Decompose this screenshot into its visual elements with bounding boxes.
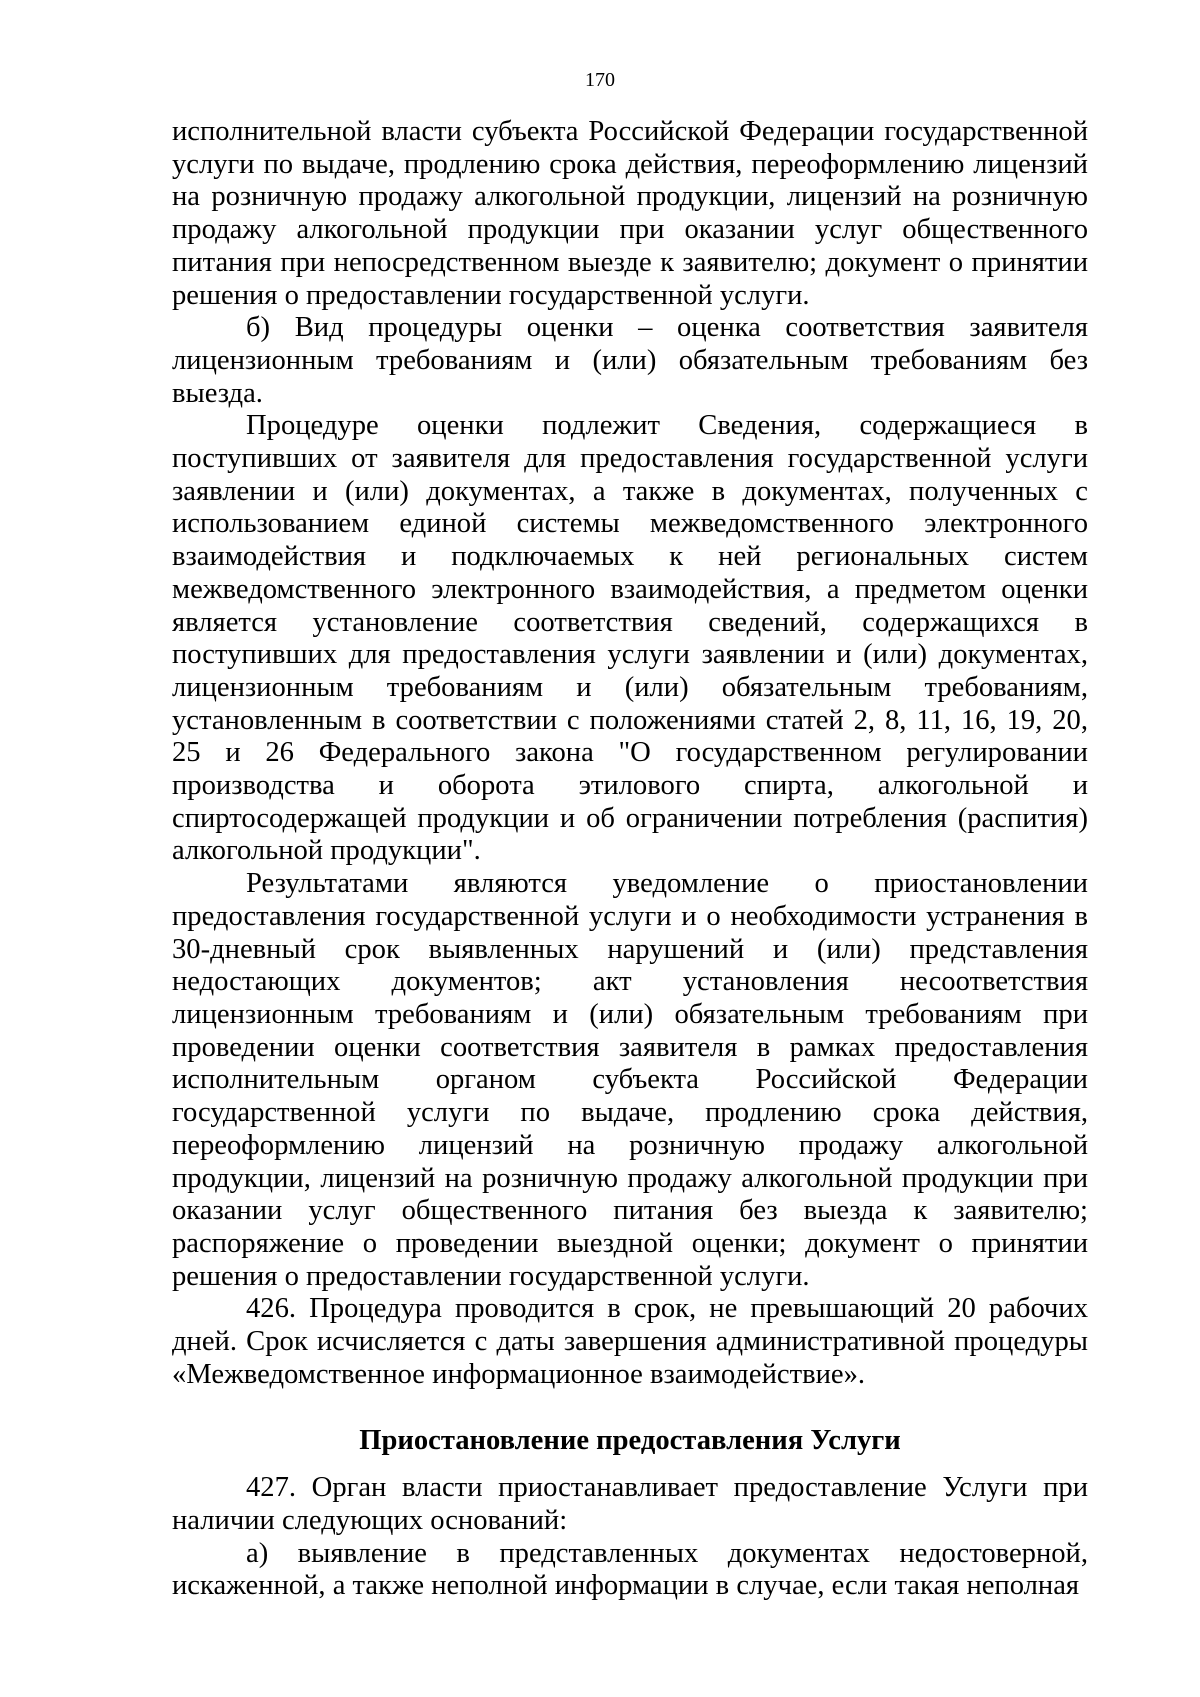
paragraph-continuation: исполнительной власти субъекта Российской Федерации государственной услуги по выдаче, продлению срока действия, переоформлению лицензий на розничную продажу алкогольной продукции, лицензий на розничную продажу алкогольной продукции при оказании услуг общественного питания при непосредственном выезде к заявителю; документ о принятии решения о предоставлении государственной услуги. [172, 116, 1088, 311]
document-body [172, 116, 1088, 1603]
paragraph-results: Результатами являются уведомление о приостановлении предоставления государственной услуги и о необходимости устранения в 30-дневный срок выявленных нарушений и (или) представления недостающих документов; акт установления несоответствия лицензионным требованиям и (или) обязательным требованиям при проведении оценки соответствия заявителя в рамках предоставления исполнительным органом субъекта Российской Федерации государственной услуги по выдаче, продлению срока действия, переоформлению лицензий на розничную продажу алкогольной продукции, лицензий на розничную продажу алкогольной продукции при оказании услуг общественного питания без выезда к заявителю; распоряжение о проведении выездной оценки; документ о принятии решения о предоставлении государственной услуги. [172, 868, 1088, 1292]
paragraph-procedure-type: б) Вид процедуры оценки – оценка соответствия заявителя лицензионным требованиям и (или) обязательным требованиям без выезда. [172, 312, 1088, 409]
paragraph-evaluation-subject: Процедуре оценки подлежит Сведения, содержащиеся в поступивших от заявителя для предоставления государственной услуги заявлении и (или) документах, а также в документах, полученных с использованием единой системы межведомственного электронного взаимодействия и подключаемых к ней региональных систем межведомственного электронного взаимодействия, а предметом оценки является установление соответствия сведений, содержащихся в поступивших для предоставления услуги заявлении и (или) документах, лицензионным требованиям и (или) обязательным требованиям, установленным в соответствии с положениями статей 2, 8, 11, 16, 19, 20, 25 и 26 Федерального закона "О государственном регулировании производства и оборота этилового спирта, алкогольной и спиртосодержащей продукции и об ограничении потребления (распития) алкогольной продукции". [172, 410, 1088, 867]
paragraph-427: 427. Орган власти приостанавливает предоставление Услуги при наличии следующих оснований: [172, 1472, 1088, 1536]
paragraph-427-a: а) выявление в представленных документах недостоверной, искаженной, а также неполной информации в случае, если такая неполная [172, 1537, 1088, 1602]
paragraph-426: 426. Процедура проводится в срок, не превышающий 20 рабочих дней. Срок исчисляется с даты завершения административной процедуры «Межведомственное информационное взаимодействие». [172, 1293, 1088, 1390]
section-heading: Приостановление предоставления Услуги [359, 1425, 901, 1457]
page-number: 170 [585, 69, 615, 91]
